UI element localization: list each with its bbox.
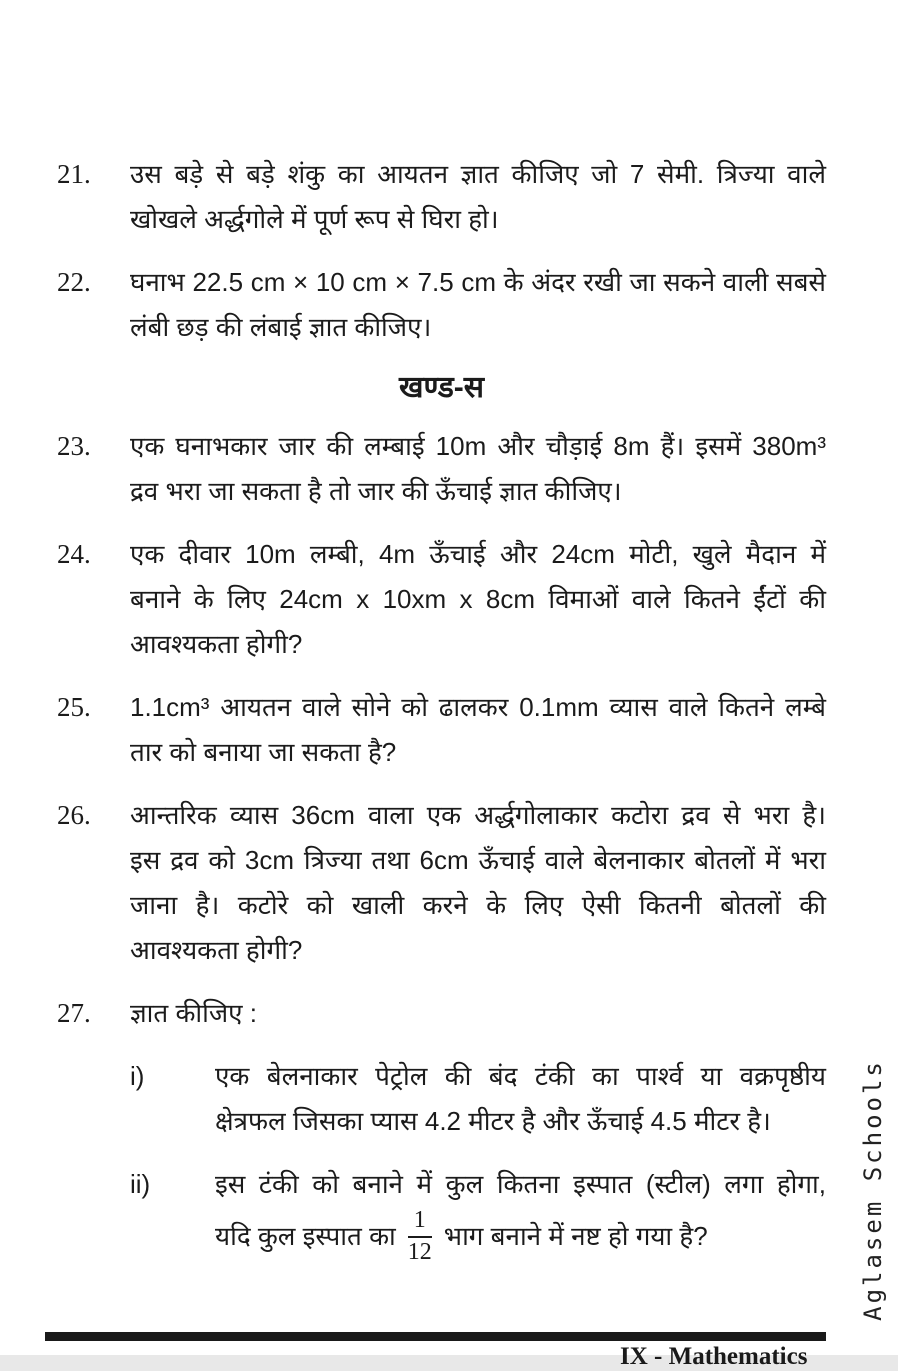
question-line: आवश्यकता होगी? <box>130 935 303 965</box>
question-line: उस बड़े से बड़े शंकु का आयतन ज्ञात कीजिए जो 7 सेमी. त्रिज्या वाले <box>130 159 826 189</box>
question-row <box>57 424 826 514</box>
question-line: बनाने के लिए 24cm x 10xm x 8cm विमाओं वाले कितने ईंटों की <box>130 584 826 614</box>
question-line: आवश्यकता होगी? <box>130 629 303 659</box>
question-text <box>130 152 826 242</box>
fraction-one-twelfth <box>408 1207 432 1266</box>
question-row-27 <box>57 991 826 1036</box>
fraction-denominator: 12 <box>407 1238 432 1265</box>
q27-part-i <box>130 1054 826 1144</box>
section-heading: खण्ड-स <box>398 371 485 404</box>
question-line: एक घनाभकार जार की लम्बाई 10m और चौड़ाई 8m हैं। इसमें 380m³ <box>130 431 826 461</box>
question-text <box>130 532 826 667</box>
question-line: घनाभ 22.5 cm × 10 cm × 7.5 cm के अंदर रखी जा सकने वाली सबसे <box>130 267 826 297</box>
footer-clipped-text: IX - Mathematics <box>620 1343 808 1370</box>
part-label: ii) <box>130 1169 151 1199</box>
question-line: तार को बनाया जा सकता है? <box>130 737 397 767</box>
question-number: 25. <box>57 692 91 722</box>
question-row <box>57 793 826 973</box>
question-text <box>130 793 826 973</box>
question-number: 27. <box>57 998 91 1028</box>
question-line: खोखले अर्द्धगोले में पूर्ण रूप से घिरा हो। <box>130 204 499 234</box>
questions-23-26 <box>57 424 826 973</box>
question-line: एक दीवार 10m लम्बी, 4m ऊँचाई और 24cm मोटी, खुले मैदान में <box>130 539 826 569</box>
footer-rule <box>45 1332 826 1341</box>
question-line: क्षेत्रफल जिसका प्यास 4.2 मीटर है और ऊँचाई 4.5 मीटर है। <box>215 1106 771 1136</box>
question-row <box>57 260 826 350</box>
fraction-numerator: 1 <box>408 1207 432 1238</box>
fraction-prefix-text: यदि कुल इस्पात का <box>215 1221 396 1252</box>
part-label: i) <box>130 1061 145 1091</box>
question-number: 24. <box>57 539 91 569</box>
question-line: एक बेलनाकार पेट्रोल की बंद टंकी का पार्श्व या वक्रपृष्ठीय <box>215 1061 826 1091</box>
questions-21-22 <box>57 152 826 350</box>
part-i-text <box>215 1054 826 1144</box>
question-number: 23. <box>57 431 91 461</box>
part-ii-text <box>215 1162 826 1266</box>
question-row <box>57 685 826 775</box>
question-line: आन्तरिक व्यास 36cm वाला एक अर्द्धगोलाकार कटोरा द्रव से भरा है। <box>130 800 826 830</box>
question-line: इस द्रव को 3cm त्रिज्या तथा 6cm ऊँचाई वाले बेलनाकार बोतलों में भरा <box>130 845 826 875</box>
aglasem-schools-watermark: Aglasem Schools <box>859 1059 887 1321</box>
part-ii-line-2 <box>215 1207 826 1266</box>
q27-part-ii <box>130 1162 826 1266</box>
question-text <box>130 991 826 1036</box>
question-line: लंबी छड़ की लंबाई ज्ञात कीजिए। <box>130 312 432 342</box>
question-row <box>57 152 826 242</box>
question-text <box>130 685 826 775</box>
fraction-suffix-text: भाग बनाने में नष्ट हो गया है? <box>443 1221 708 1252</box>
question-line: द्रव भरा जा सकता है तो जार की ऊँचाई ज्ञात कीजिए। <box>130 476 622 506</box>
question-row <box>57 532 826 667</box>
question-27-intro: ज्ञात कीजिए : <box>130 998 257 1028</box>
question-number: 21. <box>57 159 91 189</box>
question-line: जाना है। कटोरे को खाली करने के लिए ऐसी कितनी बोतलों की <box>130 890 826 920</box>
question-number: 26. <box>57 800 91 830</box>
question-text <box>130 424 826 514</box>
part-ii-line-1: इस टंकी को बनाने में कुल कितना इस्पात (स्टील) लगा होगा, <box>215 1169 826 1199</box>
question-text <box>130 260 826 350</box>
question-line: 1.1cm³ आयतन वाले सोने को ढालकर 0.1mm व्यास वाले कितने लम्बे <box>130 692 826 722</box>
question-number: 22. <box>57 267 91 297</box>
